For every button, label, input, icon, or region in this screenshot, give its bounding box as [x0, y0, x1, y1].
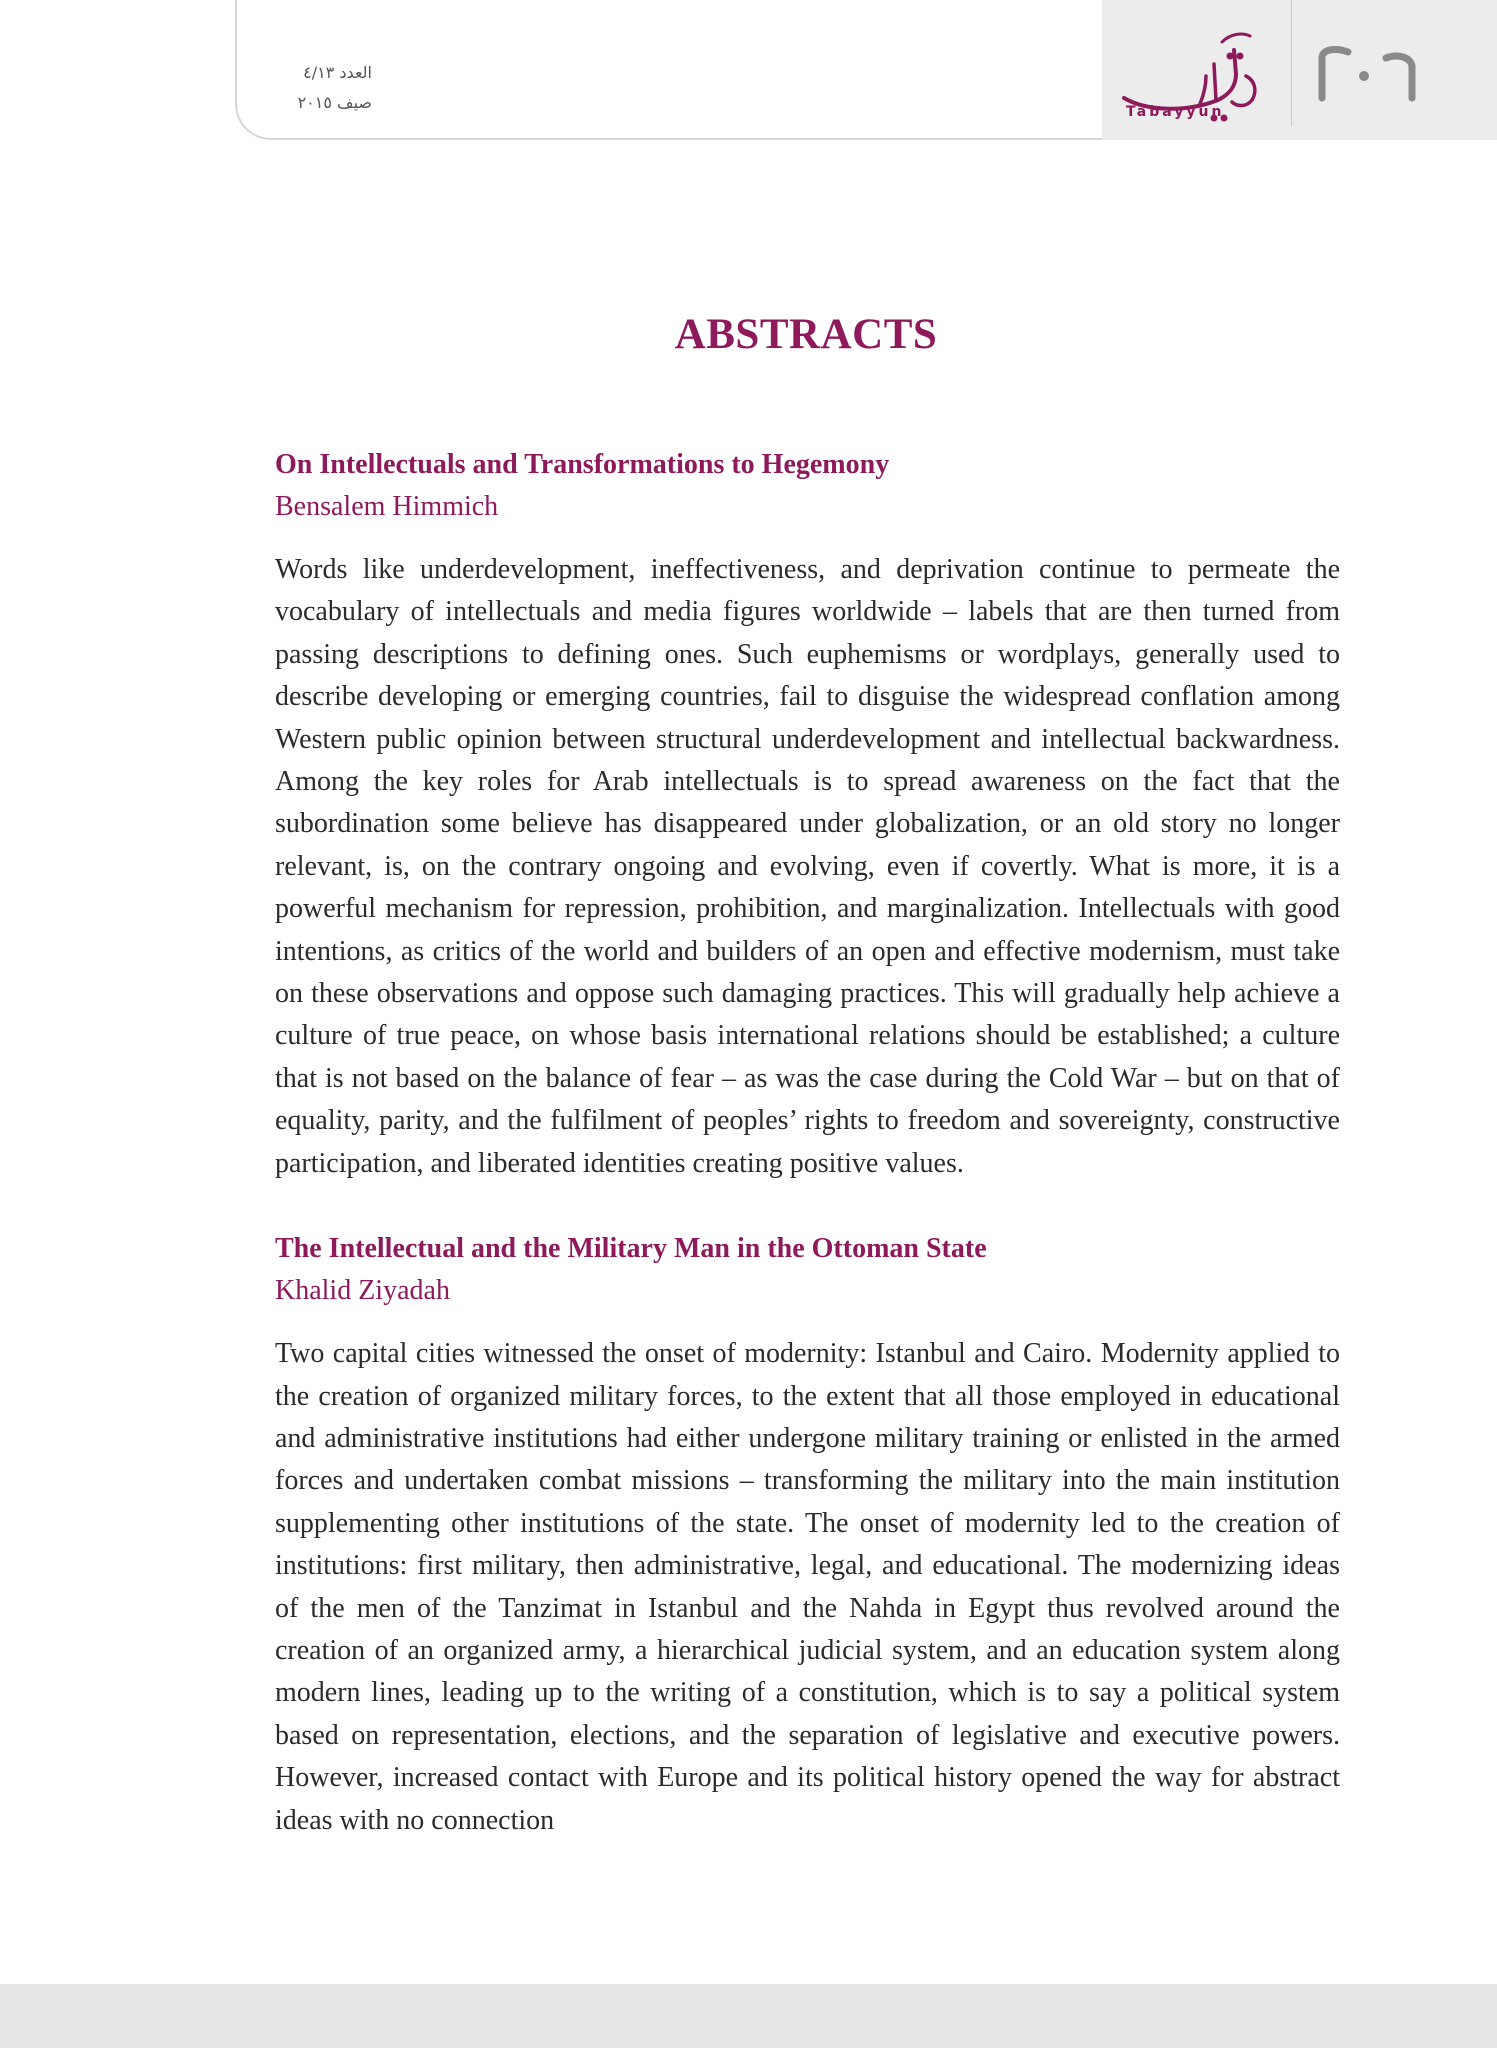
- abstracts-content: [275, 445, 1340, 1842]
- abstract-body: Two capital cities witnessed the onset of modernity: Istanbul and Cairo. Modernity applied to the creation of organized military forces, to the extent that all those employed in educational and administrative institutions had either undergone military training or enlisted in the armed forces and undertaken combat missions – transforming the military into the main institution supplementing other institutions of the state. The onset of modernity led to the creation of institutions: first military, then administrative, legal, and educational. The modernizing ideas of the men of the Tanzimat in Istanbul and the Nahda in Egypt thus revolved around the creation of an organized army, a hierarchical judicial system, and an education system along modern lines, leading up to the writing of a constitution, which is to say a political system based on representation, elections, and the separation of legislative and executive powers. However, increased contact with Europe and its political history opened the way for abstract ideas with no connection: [275, 1338, 1340, 1836]
- logo-wordmark: Tabayyun: [1126, 104, 1225, 120]
- page-title: ABSTRACTS: [674, 311, 938, 358]
- abstract-author: Khalid Ziyadah: [275, 1275, 450, 1307]
- logo-divider: [1291, 0, 1292, 126]
- issue-number: العدد ٤/١٣: [303, 63, 372, 82]
- page-number: [1314, 40, 1420, 106]
- abstract-author: Bensalem Himmich: [275, 491, 499, 522]
- abstract-title: The Intellectual and the Military Man in the Ottoman State: [275, 1233, 987, 1265]
- footer-band: [0, 1984, 1497, 2048]
- issue-info: [272, 58, 372, 118]
- abstract-body: Words like underdevelopment, ineffectiveness, and deprivation continue to permeate the vocabulary of intellectuals and media figures worldwide – labels that are then turned from passing descriptions to defining ones. Such euphemisms or wordplays, generally used to describe developing or emerging countries, fail to disguise the widespread conflation among Western public opinion between structural underdevelopment and intellectual backwardness. Among the key roles for Arab intellectuals is to spread awareness on the fact that the subordination some believe has disappeared under globalization, or an old story no longer relevant, is, on the contrary ongoing and evolving, even if covertly. What is more, it is a powerful mechanism for repression, prohibition, and marginalization. Intellectuals with good intentions, as critics of the world and builders of an open and effective modernism, must take on these observations and oppose such damaging practices. This will gradually help achieve a culture of true peace, on whose basis international relations should be established; a culture that is not based on the balance of fear – as was the case during the Cold War – but on that of equality, parity, and the fulfilment of peoples’ rights to freedom and sovereignty, constructive participation, and liberated identities creating positive values.: [275, 554, 1340, 1179]
- issue-season: صيف ٢٠١٥: [297, 93, 372, 112]
- abstract-title: On Intellectuals and Transformations to Hegemony: [275, 449, 890, 480]
- abstract-1: [275, 445, 1340, 1185]
- abstract-2: [275, 1229, 1340, 1842]
